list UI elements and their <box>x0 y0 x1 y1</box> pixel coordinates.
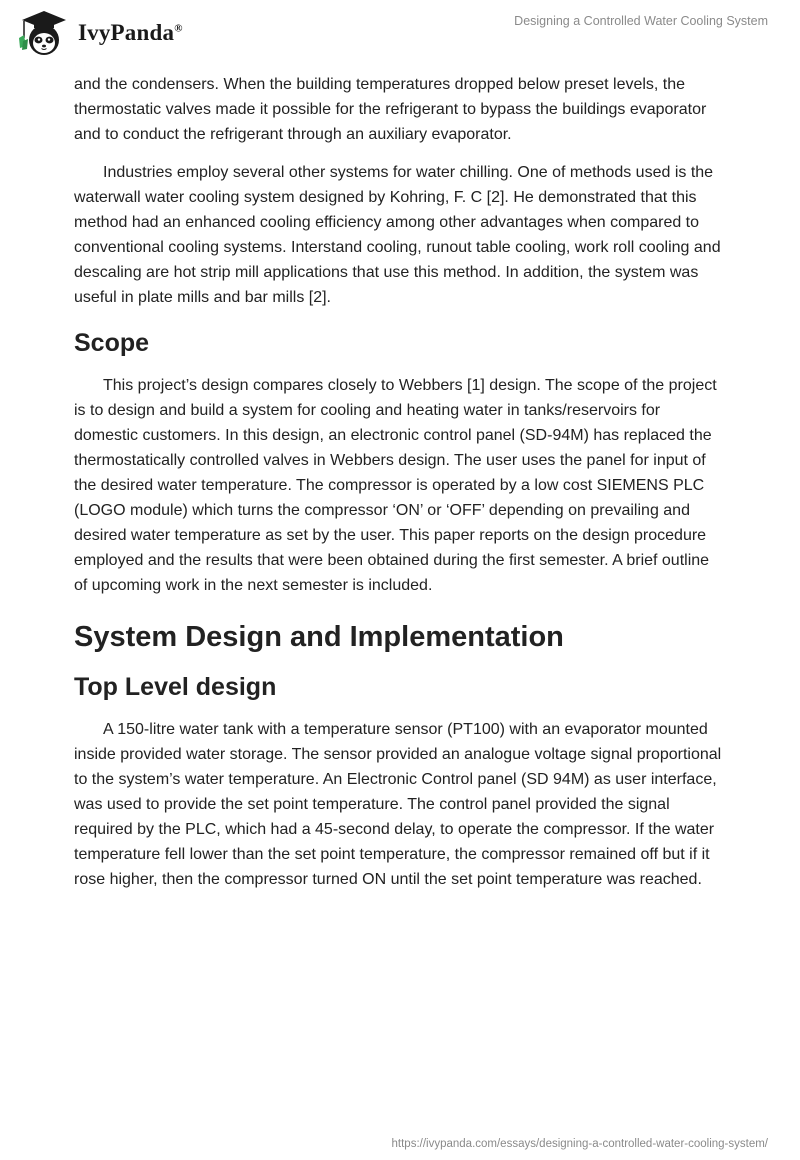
paragraph-scope: This project’s design compares closely to Webbers [1] design. The scope of the project is to design and build a system for cooling and heating water in tanks/reservoirs for domestic customers. In this design, an electronic control panel (SD-94M) has replaced the thermostatically controlled valves in Webbers design. The user uses the panel for input of the desired water temperature. The compressor is operated by a low cost SIEMENS PLC (LOGO module) which turns the compressor ‘ON’ or ‘OFF’ depending on prevailing and desired water temperature as set by the user. This paper reports on the design procedure employed and the results that were been obtained during the first semester. A brief outline of upcoming work in the next semester is included. <box>74 377 717 594</box>
heading-system-design: System Design and Implementation <box>74 621 564 653</box>
source-url-link[interactable]: https://ivypanda.com/essays/designing-a-controlled-water-cooling-system/ <box>391 1138 768 1150</box>
document-title: Designing a Controlled Water Cooling System <box>514 14 768 28</box>
registered-mark: ® <box>174 22 183 35</box>
paragraph-top-level-design: A 150-litre water tank with a temperature sensor (PT100) with an evaporator mounted inside provided water storage. The sensor provided an analogue voltage signal proportional to the system’s water temperature. An Electronic Control panel (SD 94M) as user interface, was used to provide the set point temperature. The control panel provided the signal required by the PLC, which had a 45-second delay, to operate the compressor. If the water temperature fell lower than the set point temperature, the compressor remained off but if it rose higher, then the compressor turned ON until the set point temperature was reached. <box>74 721 722 888</box>
brand-name: IvyPanda® <box>78 20 183 45</box>
essay-body <box>74 72 726 905</box>
paragraph-continued: and the condensers. When the building temperatures dropped below preset levels, the thermostatic valves made it possible for the refrigerant to bypass the buildings evaporator and to conduct the refrigerant through an auxiliary evaporator. <box>74 76 707 143</box>
panda-logo-icon <box>14 8 74 58</box>
brand-logo[interactable] <box>14 8 183 58</box>
page-header <box>0 0 800 70</box>
heading-top-level-design: Top Level design <box>74 673 277 701</box>
heading-scope: Scope <box>74 329 150 357</box>
paragraph-water-chilling: Industries employ several other systems for water chilling. One of methods used is the waterwall water cooling system designed by Kohring, F. C [2]. He demonstrated that this method had an enhanced cooling efficiency among other advantages when compared to conventional cooling systems. Interstand cooling, runout table cooling, work roll cooling and descaling are hot strip mill applications that use this method. In addition, the system was useful in plate mills and bar mills [2]. <box>74 164 721 306</box>
